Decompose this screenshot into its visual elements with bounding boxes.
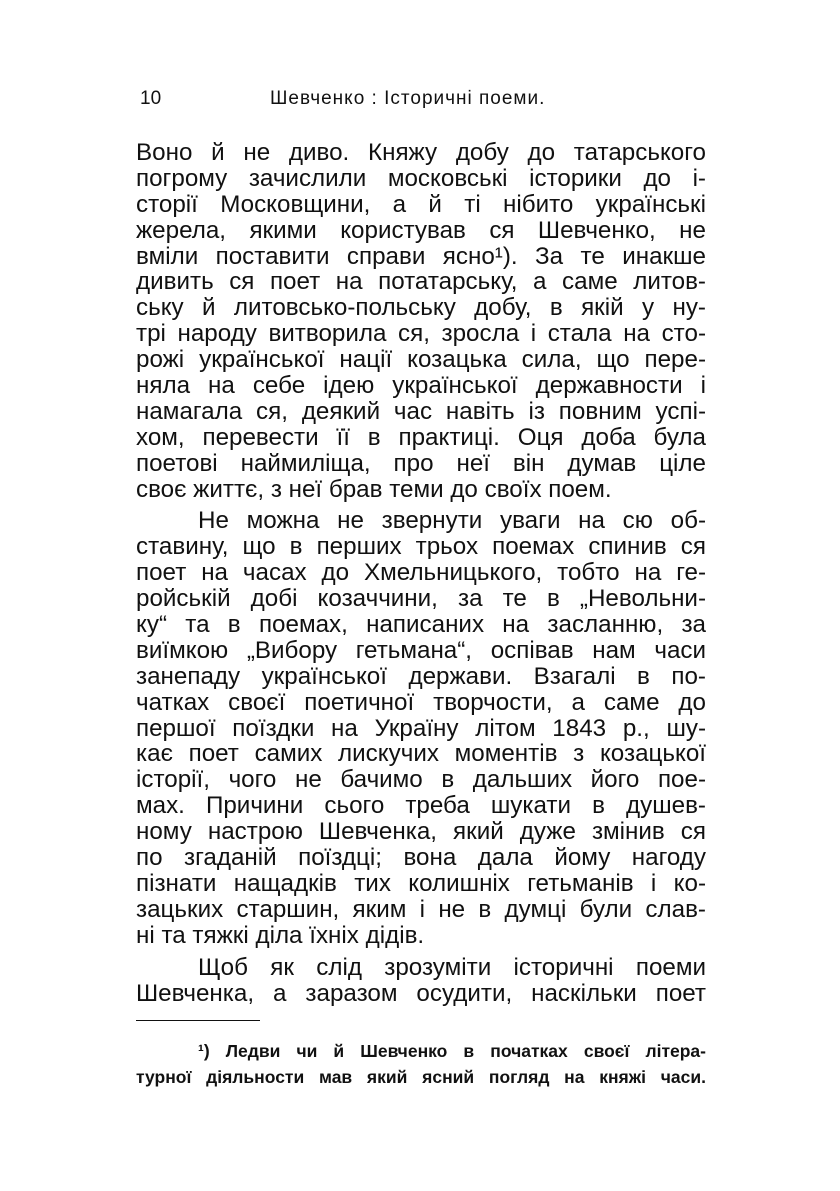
footnote-divider — [136, 1020, 260, 1021]
text-line: виїмкою „Вибору гетьмана“, оспівав нам часи — [136, 637, 706, 664]
text-line: ську й литовсько-польську добу, в якій у ну- — [136, 295, 706, 322]
page-header — [140, 88, 700, 118]
page-number: 10 — [140, 88, 162, 109]
text-line: своє життє, з неї брав теми до своїх поем. — [136, 476, 612, 503]
text-line: Воно й не диво. Княжу добу до татарського — [136, 140, 706, 166]
text-line: історії, чого не бачимо в дальших його пое- — [136, 767, 706, 794]
text-line: вміли поставити справи ясно¹). За те инакше — [136, 243, 706, 270]
text-line: кає поет самих лискучих моментів з козацької — [136, 741, 706, 768]
text-line: мах. Причини сього треба шукати в душев- — [136, 793, 706, 820]
text-line: ку“ та в поемах, написаних на засланню, за — [136, 612, 706, 638]
text-line: ставину, що в перших трьох поемах спинив ся — [136, 534, 706, 561]
text-line: хом, перевести її в практиці. Оця доба була — [136, 424, 706, 451]
text-line: трі народу витворила ся, зросла і стала на сто- — [136, 321, 706, 348]
footnote — [136, 1038, 706, 1090]
text-line: намагала ся, деякий час навіть із повним успі- — [136, 398, 706, 425]
text-line: ройській добі козаччини, за те в „Невольни- — [136, 586, 706, 613]
body-text — [136, 140, 706, 1006]
text-line: дивить ся поет на потатарську, а саме литов- — [136, 269, 706, 296]
text-line: ному настрою Шевченка, який дуже змінив ся — [136, 819, 706, 846]
text-line: сторії Московщини, а й ті нібито українські — [136, 191, 706, 218]
text-line: рожі української нації козацька сила, що пере- — [136, 347, 706, 374]
text-line: жерела, якими користував ся Шевченко, не — [136, 217, 706, 244]
text-line: Не можна не звернути уваги на сю об- — [198, 508, 706, 535]
running-title: Шевченко : Історичні поеми. — [270, 88, 546, 109]
text-line: ні та тяжкі діла їхніх дідів. — [136, 922, 425, 949]
text-line: пізнати нащадків тих колишніх гетьманів і ко- — [136, 870, 706, 897]
text-line: няла на себе ідею української державности і — [136, 373, 706, 399]
text-line: чатках своєї поетичної творчости, а саме до — [136, 689, 706, 716]
footnote-line: турної діяльности мав який ясний погляд на княжі часи. — [136, 1067, 706, 1087]
text-line: поетові наймиліща, про неї він думав ціле — [136, 450, 706, 477]
text-line: першої поїздки на Україну літом 1843 р., шу- — [136, 715, 706, 742]
text-line: Щоб як слід зрозуміти історичні поеми — [198, 954, 706, 981]
text-line: зацьких старшин, яким і не в думці були слав- — [136, 896, 706, 923]
text-line: Шевченка, а заразом осудити, наскільки поет — [136, 980, 706, 1007]
text-line: поет на часах до Хмельницького, тобто на ге- — [136, 560, 706, 587]
text-line: занепаду української держави. Взагалі в по- — [136, 663, 706, 690]
text-line: погрому зачислили московські історики до і- — [136, 165, 706, 192]
text-line: по згаданій поїздці; вона дала йому нагоду — [136, 845, 706, 871]
footnote-line: ¹) Ледви чи й Шевченко в початках своєї літера- — [198, 1041, 706, 1061]
